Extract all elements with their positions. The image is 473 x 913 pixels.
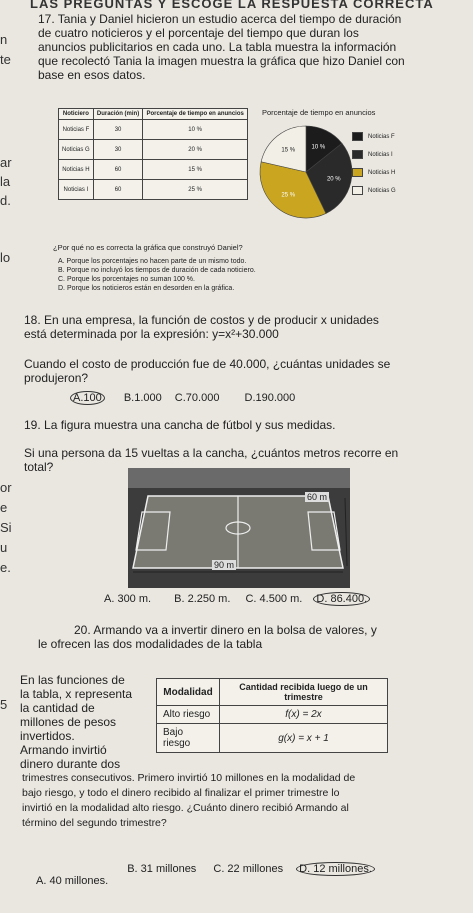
q20-table	[156, 678, 388, 753]
table-cell: 60	[93, 160, 143, 180]
margin-letter: e.	[0, 560, 11, 575]
q19-options	[104, 592, 370, 606]
q20-paragraph	[22, 771, 467, 831]
table-cell: 30	[93, 120, 143, 140]
table-row	[59, 140, 248, 160]
q18-line: 18. En una empresa, la función de costos y de producir x unidades	[24, 313, 379, 327]
q20-options	[36, 862, 375, 887]
q19-option-d[interactable]: D. 86.400.	[313, 592, 370, 606]
table-cell: Noticias G	[59, 140, 94, 160]
q20-para-line: trimestres consecutivos. Primero invirtió 10 millones en la modalidad de	[22, 772, 356, 784]
q19-line: 19. La figura muestra una cancha de fútbol y sus medidas.	[24, 418, 336, 432]
q18-line: Cuando el costo de producción fue de 40.000, ¿cuántas unidades se	[24, 357, 391, 371]
q20-para-line: invirtió en la modalidad alto riesgo. ¿Cuánto dinero recibió Armando al	[22, 802, 349, 814]
q18-line: produjeron?	[24, 371, 89, 385]
pie-chart	[256, 122, 356, 222]
q20-para-line: bajo riesgo, y todo el dinero recibido al finalizar el primer trimestre lo	[22, 787, 340, 799]
q17-statement	[38, 12, 468, 82]
q20-left-line: la tabla, x representa	[20, 687, 133, 701]
table-cell: Bajo riesgo	[157, 724, 220, 753]
margin-letter: lo	[0, 250, 11, 265]
q19-statement	[24, 418, 469, 474]
margin-letter: ar	[0, 155, 12, 170]
q19-option-b[interactable]: B. 2.250 m.	[174, 593, 231, 605]
legend-label: Noticias H	[368, 169, 396, 176]
q20-option-c[interactable]: C. 22 millones	[213, 863, 284, 875]
q18-options	[70, 391, 295, 405]
q20-option-a[interactable]: A. 40 millones.	[36, 875, 109, 887]
legend-label: Noticias I	[368, 151, 393, 158]
legend-item	[352, 186, 462, 195]
table-cell: 30	[93, 140, 143, 160]
legend-label: Noticias G	[368, 187, 396, 194]
legend-swatch	[352, 168, 363, 177]
q17-line: que recolectó Tania la imagen muestra la gráfica que hizo Daniel con	[38, 54, 405, 68]
legend-item	[352, 150, 462, 159]
margin-letter: te	[0, 52, 11, 67]
q18-statement	[24, 313, 464, 385]
table-cell: 15 %	[143, 160, 248, 180]
margin-letter: Si	[0, 520, 12, 535]
pie-value-label: 25 %	[281, 192, 296, 199]
legend-item	[352, 132, 462, 141]
q19-line: total?	[24, 460, 54, 474]
q20-left-line: invertidos.	[20, 729, 75, 743]
q20-option-b[interactable]: B. 31 millones	[127, 863, 197, 875]
q20-line: 20. Armando va a invertir dinero en la bolsa de valores, y	[74, 623, 377, 637]
table-cell: f(x) = 2x	[219, 706, 387, 724]
q18-line: está determinada por la expresión: y=x²+30.000	[24, 327, 279, 341]
table-row	[157, 724, 388, 753]
pie-value-label: 15 %	[281, 147, 296, 154]
q17-col-header: Noticiero	[59, 109, 94, 120]
q17-table	[58, 108, 248, 200]
page-header: LAS PREGUNTAS Y ESCOGE LA RESPUESTA CORRECTA	[30, 0, 434, 11]
table-row	[59, 120, 248, 140]
q20-line: le ofrecen las dos modalidades de la tabla	[38, 637, 263, 651]
q17-line: base en esos datos.	[38, 68, 146, 82]
margin-letter: e	[0, 500, 8, 515]
table-cell: Noticias I	[59, 180, 94, 200]
q17-line: de cuatro noticieros y el porcentaje del tiempo que duran los	[38, 26, 359, 40]
q19-option-a[interactable]: A. 300 m.	[104, 593, 152, 605]
table-row	[157, 706, 388, 724]
table-row	[59, 180, 248, 200]
pie-chart-title: Porcentaje de tiempo en anuncios	[262, 108, 376, 117]
pie-legend	[352, 132, 462, 204]
q17-option-c[interactable]: C. Porque los porcentajes no suman 100 %.	[58, 276, 195, 283]
q17-option-d[interactable]: D. Porque los noticieros están en desorden en la gráfica.	[58, 285, 235, 292]
q17-options	[58, 257, 256, 293]
q17-col-header: Duración (min)	[93, 109, 143, 120]
q18-option-a[interactable]: A.100	[70, 391, 105, 405]
legend-swatch	[352, 186, 363, 195]
field-width-label: 60 m	[307, 492, 328, 502]
table-cell: Noticias F	[59, 120, 94, 140]
legend-swatch	[352, 132, 363, 141]
q20-left-line: la cantidad de	[20, 701, 95, 715]
margin-letter: u	[0, 540, 8, 555]
pie-value-label: 10 %	[311, 144, 326, 151]
margin-letter: 5	[0, 697, 8, 712]
table-cell: 60	[93, 180, 143, 200]
table-cell: g(x) = x + 1	[219, 724, 387, 753]
q17-col-header: Porcentaje de tiempo en anuncios	[143, 109, 248, 120]
legend-item	[352, 168, 462, 177]
q20-left-line: En las funciones de	[20, 673, 125, 687]
q20-left-line: millones de pesos	[20, 715, 117, 729]
table-cell: 10 %	[143, 120, 248, 140]
q17-option-a[interactable]: A. Porque los porcentajes no hacen parte de un mismo todo.	[58, 258, 247, 265]
q20-option-d[interactable]: D. 12 millones.	[296, 862, 375, 876]
table-row	[59, 160, 248, 180]
q20-left-text	[20, 673, 165, 771]
q20-para-line: término del segundo trimestre?	[22, 817, 167, 829]
field-length-label: 90 m	[214, 560, 235, 570]
table-cell: 20 %	[143, 140, 248, 160]
pie-value-label: 20 %	[326, 176, 341, 183]
margin-letter: or	[0, 480, 12, 495]
q20-col-header: Modalidad	[157, 679, 220, 706]
legend-swatch	[352, 150, 363, 159]
margin-letter: n	[0, 32, 8, 47]
q18-option-c[interactable]: C.70.000	[174, 392, 220, 404]
q17-question: ¿Por qué no es correcta la gráfica que construyó Daniel?	[53, 243, 243, 252]
q18-option-b[interactable]: B.1.000	[123, 392, 162, 404]
q19-line: Si una persona da 15 vueltas a la cancha, ¿cuántos metros recorre en	[24, 446, 399, 460]
table-cell: Alto riesgo	[157, 706, 220, 724]
soccer-field-figure	[128, 468, 350, 588]
margin-letter: d.	[0, 193, 11, 208]
q18-option-d[interactable]: D.190.000	[244, 392, 296, 404]
q19-option-c[interactable]: C. 4.500 m.	[245, 593, 303, 605]
q20-col-header: Cantidad recibida luego de un trimestre	[219, 679, 387, 706]
q20-statement	[38, 623, 468, 651]
margin-letter: la	[0, 174, 11, 189]
table-cell: Noticias H	[59, 160, 94, 180]
legend-label: Noticias F	[368, 133, 395, 140]
q17-line: 17. Tania y Daniel hicieron un estudio acerca del tiempo de duración	[38, 12, 402, 26]
table-cell: 25 %	[143, 180, 248, 200]
q20-left-line: Armando invirtió	[20, 743, 107, 757]
q17-line: anuncios publicitarios en cada uno. La tabla muestra la información	[38, 40, 397, 54]
q17-option-b[interactable]: B. Porque no incluyó los tiempos de duración de cada noticiero.	[58, 267, 256, 274]
q20-left-line: dinero durante dos	[20, 757, 121, 771]
